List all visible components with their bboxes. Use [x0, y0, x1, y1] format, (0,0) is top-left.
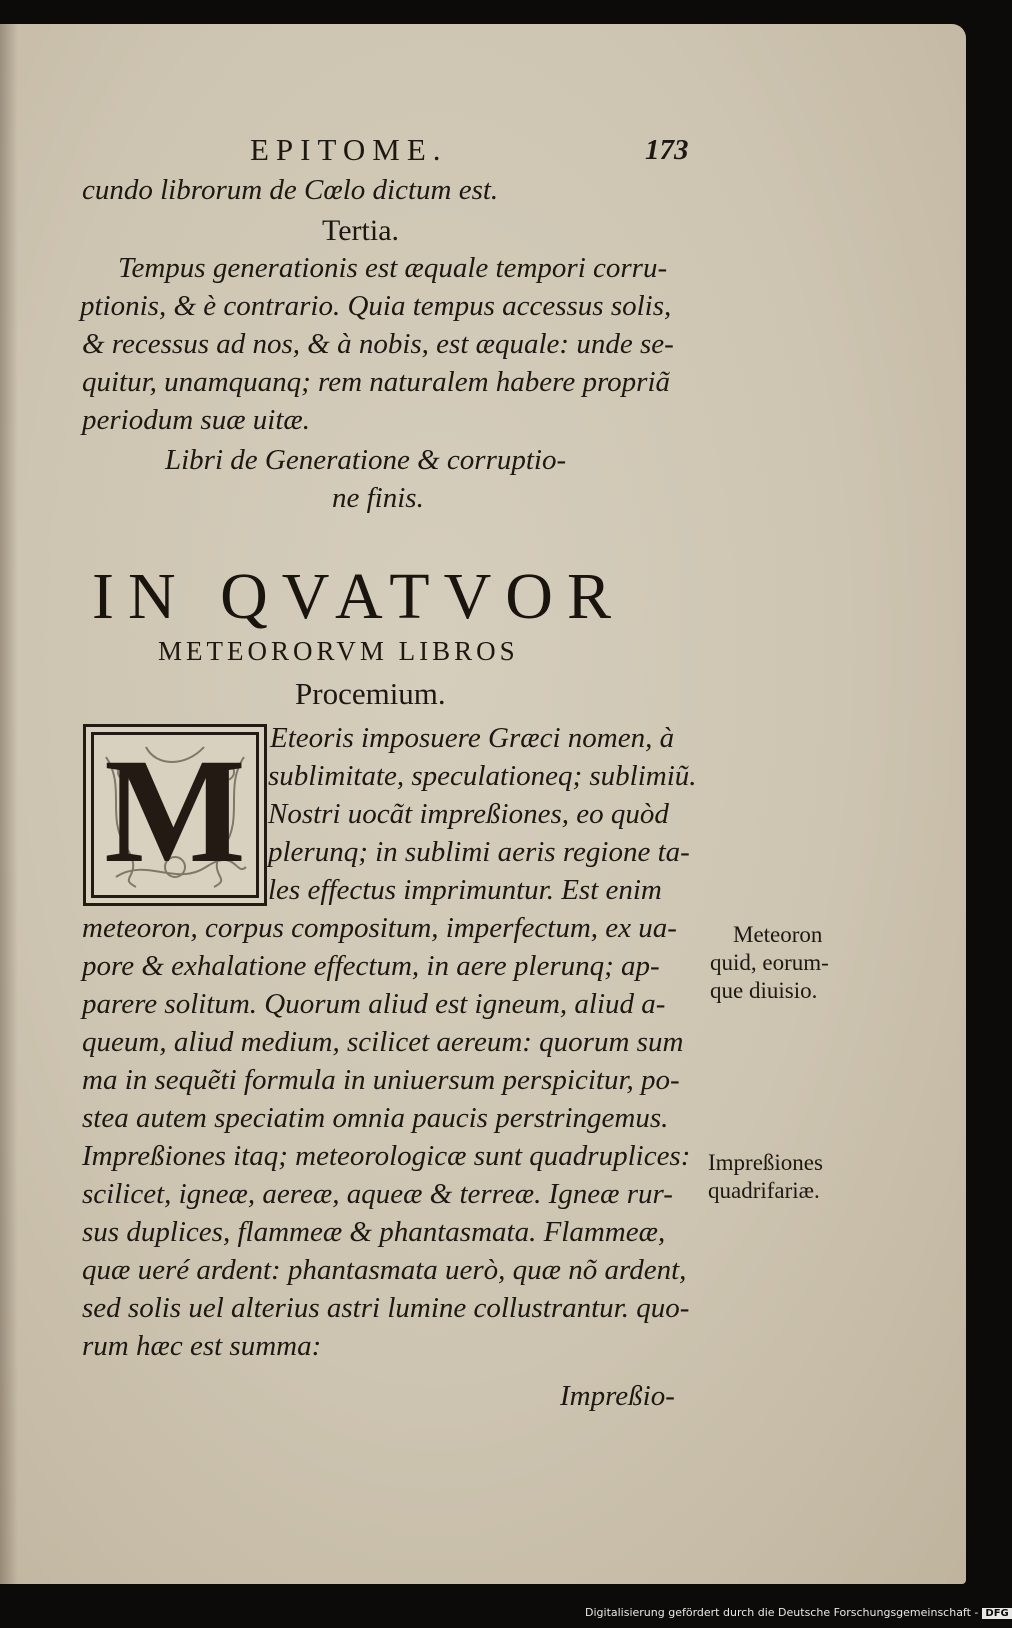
credit-text: Digitalisierung gefördert durch die Deutsche Forschungsgemeinschaft - — [585, 1606, 979, 1619]
text-line: sus duplices, flammeæ & phantasmata. Flammeæ, — [82, 1216, 666, 1248]
section-heading: Tertia. — [322, 214, 400, 247]
catchword: Impreßio- — [560, 1380, 675, 1412]
dfg-logo: DFG — [982, 1608, 1011, 1619]
text-line: plerunq; in sublimi aeris regione ta- — [268, 836, 690, 868]
text-line: scilicet, igneæ, aereæ, aqueæ & terreæ. Igneæ rur- — [82, 1178, 673, 1210]
marginal-note-line: quadrifariæ. — [708, 1178, 820, 1203]
decorated-initial — [83, 724, 267, 906]
text-line: Eteoris imposuere Græci nomen, à — [270, 722, 675, 754]
text-line: & recessus ad nos, & à nobis, est æquale: unde se- — [82, 328, 674, 360]
text-line: queum, aliud medium, scilicet aereum: quorum sum — [82, 1026, 684, 1058]
marginal-note-line: quid, eorum- — [710, 950, 829, 975]
text-line: ma in sequẽti formula in uniuersum perspicitur, po- — [82, 1064, 680, 1096]
text-line: les effectus imprimuntur. Est enim — [268, 874, 662, 906]
text-line: pore & exhalatione effectum, in aere plerunq; ap- — [82, 950, 660, 982]
marginal-note-line: que diuisio. — [710, 978, 818, 1003]
text-line: meteoron, corpus compositum, imperfectum, ex ua- — [82, 912, 677, 944]
book-subtitle: METEORORVM LIBROS — [158, 636, 519, 666]
book-page — [0, 24, 966, 1584]
page-number: 173 — [645, 134, 689, 166]
text-line: cundo librorum de Cœlo dictum est. — [82, 174, 499, 206]
initial-letter: M — [104, 728, 246, 894]
book-title: IN QVATVOR — [92, 560, 625, 633]
text-line: periodum suæ uitæ. — [82, 404, 310, 436]
text-line: Impreßiones itaq; meteorologicæ sunt quadruplices: — [82, 1140, 691, 1172]
digitization-credit — [585, 1606, 1012, 1619]
colophon-line: Libri de Generatione & corruptio- — [165, 444, 567, 476]
marginal-note-line: Meteoron — [733, 922, 823, 947]
text-line: Nostri uocãt impreßiones, eo quòd — [268, 798, 669, 830]
text-line: sed solis uel alterius astri lumine collustrantur. quo- — [82, 1292, 690, 1324]
text-line: parere solitum. Quorum aliud est igneum, aliud a- — [82, 988, 666, 1020]
text-line: quæ ueré ardent: phantasmata uerò, quæ nõ ardent, — [82, 1254, 687, 1286]
colophon-line: ne finis. — [332, 482, 424, 514]
text-line: quitur, unamquanq; rem naturalem habere propriã — [82, 366, 671, 398]
text-line: stea autem speciatim omnia paucis perstringemus. — [82, 1102, 669, 1134]
proem-heading: Procemium. — [295, 676, 446, 711]
text-line: Tempus generationis est æquale tempori corru- — [118, 252, 668, 284]
marginal-note-line: Impreßiones — [708, 1150, 823, 1175]
text-line: rum hæc est summa: — [82, 1330, 322, 1362]
text-line: ptionis, & è contrario. Quia tempus accessus solis, — [80, 290, 672, 322]
running-head: EPITOME. — [250, 132, 448, 167]
text-line: sublimitate, speculationeq; sublimiũ. — [268, 760, 697, 792]
